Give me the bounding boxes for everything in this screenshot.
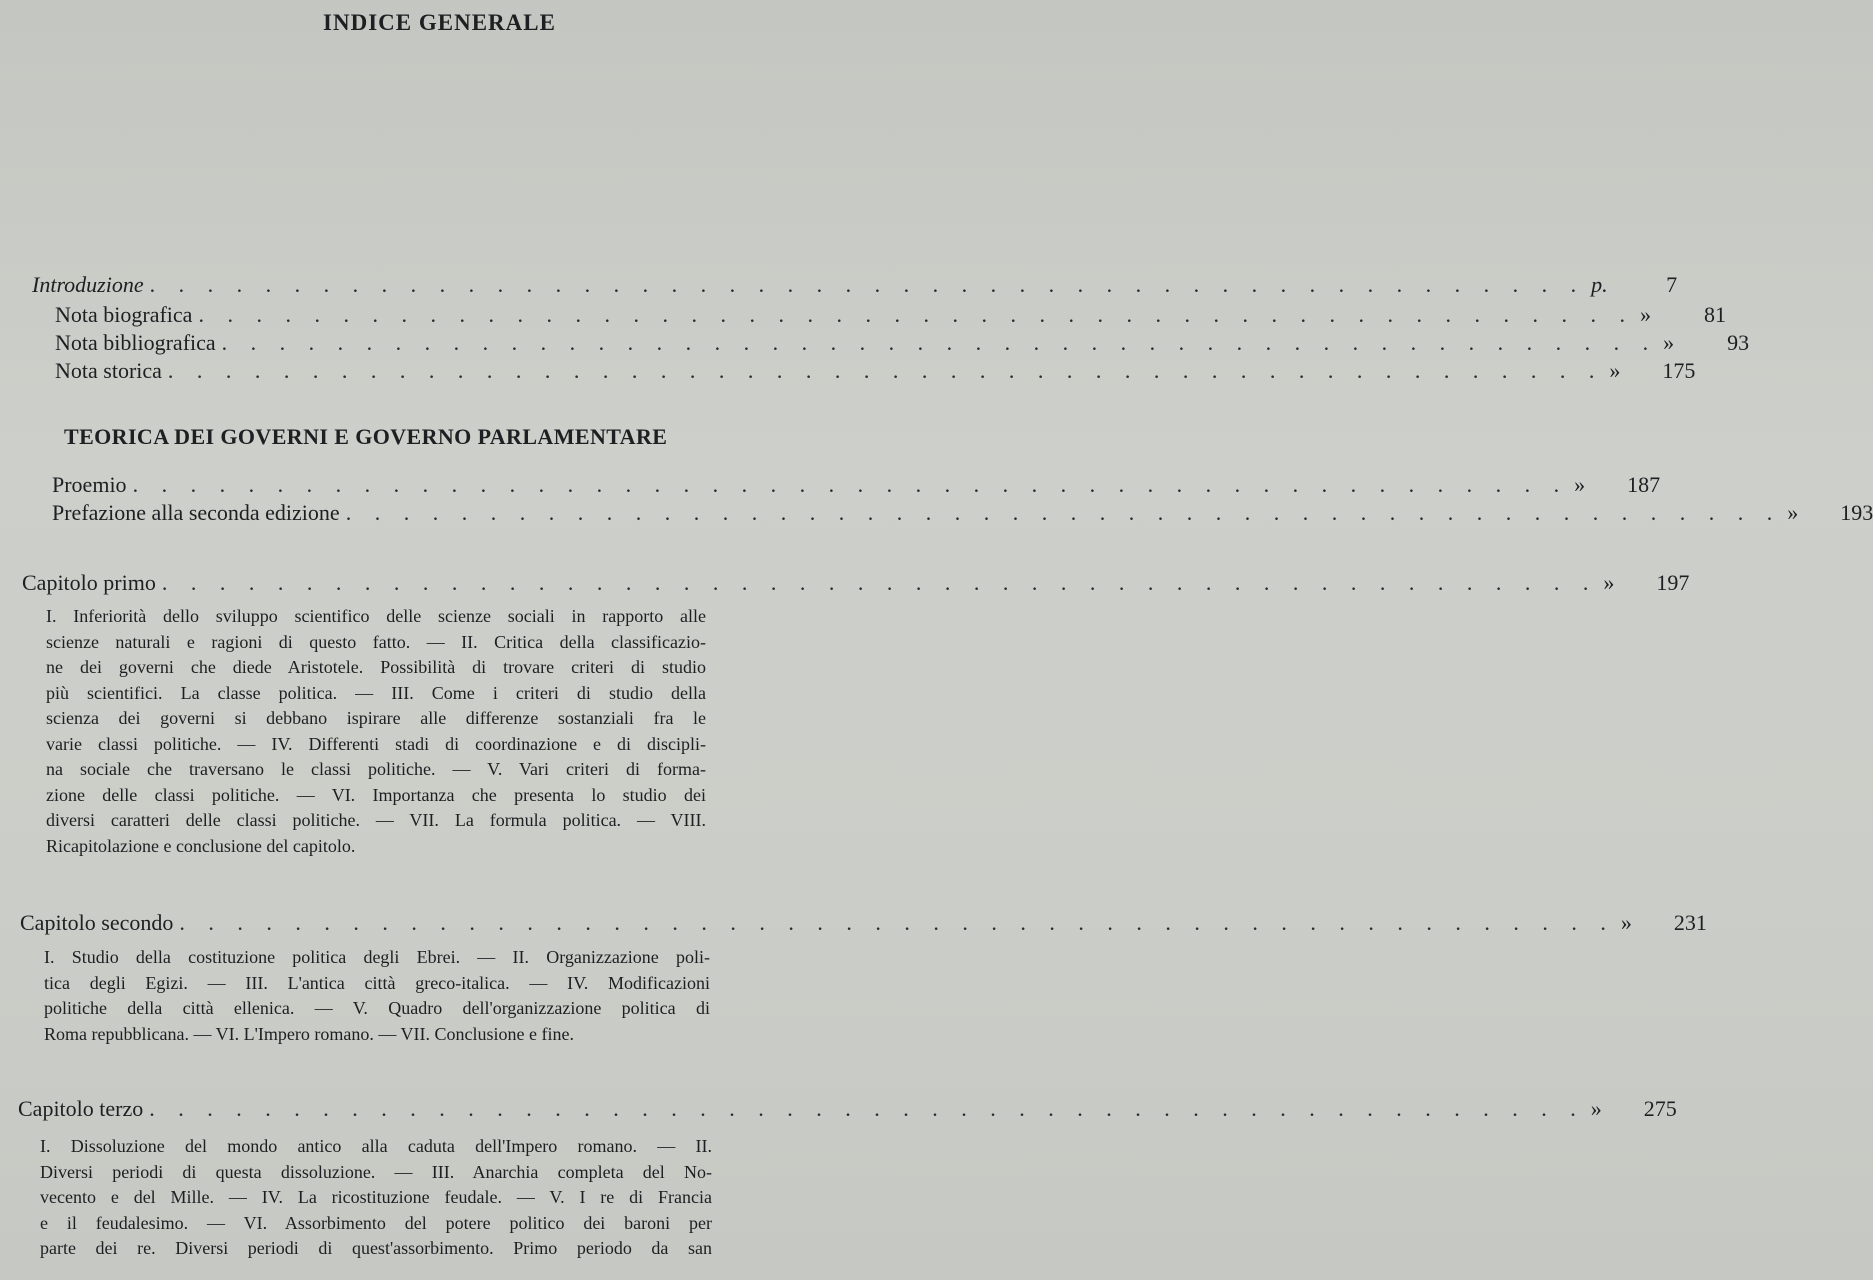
leader-dots: . . . . . . . . . . . . . . . . . . . . . . . . . . . . . . . . . . . . . . . . . . . . . . . . . . xyxy=(161,570,1598,595)
summary-line: zione delle classi politiche. — VI. Importanza che presenta lo studio dei xyxy=(46,784,706,805)
summary-line: Diversi periodi di questa dissoluzione. — III. Anarchia completa del No- xyxy=(40,1161,712,1182)
summary-line: tica degli Egizi. — III. L'antica città greco-italica. — IV. Modificazioni xyxy=(44,972,710,993)
toc-entry-label: Proemio xyxy=(52,472,127,497)
toc-entry-nota-storica[interactable] xyxy=(55,358,1696,384)
page-prefix: » xyxy=(1590,1096,1602,1121)
page-prefix: p. xyxy=(1591,272,1608,297)
page-number: 197 xyxy=(1656,570,1690,595)
summary-line: I. Dissoluzione del mondo antico alla caduta dell'Impero romano. — II. xyxy=(40,1136,712,1156)
chapter-summary-terzo xyxy=(40,1134,712,1262)
section-heading: TEORICA DEI GOVERNI E GOVERNO PARLAMENTARE xyxy=(64,424,668,449)
summary-line: scienze naturali e ragioni di questo fatto. — II. Critica della classificazio- xyxy=(46,631,706,652)
page-number: 7 xyxy=(1666,272,1678,297)
toc-entry-label: Capitolo secondo xyxy=(20,910,174,935)
leader-dots: . . . . . . . . . . . . . . . . . . . . . . . . . . . . . . . . . . . . . . . . . . . . . . . . . . xyxy=(198,302,1634,327)
summary-line: Roma repubblicana. — VI. L'Impero romano. — VII. Conclusione e fine. xyxy=(44,1023,574,1044)
toc-entry-label: Nota bibliografica xyxy=(55,330,216,355)
toc-entry-capitolo-secondo[interactable] xyxy=(20,910,1707,936)
page-prefix: » xyxy=(1639,302,1651,327)
toc-entry-label: Introduzione xyxy=(32,272,144,297)
page-prefix: » xyxy=(1603,570,1615,595)
page-number: 231 xyxy=(1673,910,1707,935)
summary-line: parte dei re. Diversi periodi di quest'assorbimento. Primo periodo da san xyxy=(40,1238,712,1258)
summary-line: Ricapitolazione e conclusione del capitolo. xyxy=(46,835,356,856)
toc-entry-capitolo-primo[interactable] xyxy=(22,570,1690,596)
page-number: 81 xyxy=(1703,302,1726,327)
toc-entry-label: Capitolo terzo xyxy=(18,1096,144,1121)
leader-dots: . . . . . . . . . . . . . . . . . . . . . . . . . . . . . . . . . . . . . . . . . . . . . . . . . . xyxy=(149,272,1586,297)
chapter-summary-secondo xyxy=(44,945,710,1047)
toc-entry-nota-biografica[interactable] xyxy=(55,302,1726,328)
toc-entry-capitolo-terzo[interactable] xyxy=(18,1096,1677,1122)
summary-line: scienza dei governi si debbano ispirare alle differenze sostanziali fra le xyxy=(46,708,706,728)
toc-entry-proemio[interactable] xyxy=(52,472,1661,498)
page-prefix: » xyxy=(1609,358,1621,383)
toc-entry-introduzione[interactable] xyxy=(32,272,1678,298)
page-number: 187 xyxy=(1627,472,1661,497)
toc-entry-nota-bibliografica[interactable] xyxy=(55,330,1750,356)
leader-dots: . . . . . . . . . . . . . . . . . . . . . . . . . . . . . . . . . . . . . . . . . . . . . . . . . . xyxy=(167,358,1604,383)
summary-line: I. Studio della costituzione politica degli Ebrei. — II. Organizzazione poli- xyxy=(44,947,710,967)
page-prefix: » xyxy=(1620,910,1632,935)
page-prefix: » xyxy=(1663,330,1675,355)
summary-line: varie classi politiche. — IV. Differenti stadi di coordinazione e di discipli- xyxy=(46,733,706,754)
leader-dots: . . . . . . . . . . . . . . . . . . . . . . . . . . . . . . . . . . . . . . . . . . . . . . . . . . xyxy=(132,472,1569,497)
page-number: 275 xyxy=(1643,1096,1677,1121)
summary-line: e il feudalesimo. — VI. Assorbimento del potere politico dei baroni per xyxy=(40,1212,712,1233)
page-number: 193 xyxy=(1840,500,1873,525)
page-number: 175 xyxy=(1662,358,1696,383)
toc-entry-label: Nota biografica xyxy=(55,302,193,327)
toc-entry-label: Prefazione alla seconda edizione xyxy=(52,500,340,525)
page-prefix: » xyxy=(1787,500,1799,525)
toc-entry-label: Capitolo primo xyxy=(22,570,156,595)
page-prefix: » xyxy=(1574,472,1586,497)
summary-line: più scientifici. La classe politica. — III. Come i criteri di studio della xyxy=(46,682,706,703)
summary-line: politiche della città ellenica. — V. Quadro dell'organizzazione politica di xyxy=(44,998,710,1018)
leader-dots: . . . . . . . . . . . . . . . . . . . . . . . . . . . . . . . . . . . . . . . . . . . . . . . . . . xyxy=(345,500,1782,525)
summary-line: I. Inferiorità dello sviluppo scientifico delle scienze sociali in rapporto alle xyxy=(46,606,706,626)
summary-line: ne dei governi che diede Aristotele. Possibilità di trovare criteri di studio xyxy=(46,657,706,677)
toc-entry-label: Nota storica xyxy=(55,358,162,383)
page-title: INDICE GENERALE xyxy=(323,10,556,35)
leader-dots: . . . . . . . . . . . . . . . . . . . . . . . . . . . . . . . . . . . . . . . . . . . . . . . . . . xyxy=(149,1096,1585,1121)
chapter-summary-primo xyxy=(46,604,706,859)
toc-entry-prefazione[interactable] xyxy=(52,500,1873,526)
leader-dots: . . . . . . . . . . . . . . . . . . . . . . . . . . . . . . . . . . . . . . . . . . . . . . . . . . xyxy=(179,910,1615,935)
summary-line: na sociale che traversano le classi politiche. — V. Vari criteri di forma- xyxy=(46,759,706,779)
summary-line: vecento e del Mille. — IV. La ricostituzione feudale. — V. I re di Francia xyxy=(40,1187,712,1207)
leader-dots: . . . . . . . . . . . . . . . . . . . . . . . . . . . . . . . . . . . . . . . . . . . . . . . . . . xyxy=(221,330,1658,355)
page-number: 93 xyxy=(1727,330,1750,355)
summary-line: diversi caratteri delle classi politiche. — VII. La formula politica. — VIII. xyxy=(46,810,706,830)
